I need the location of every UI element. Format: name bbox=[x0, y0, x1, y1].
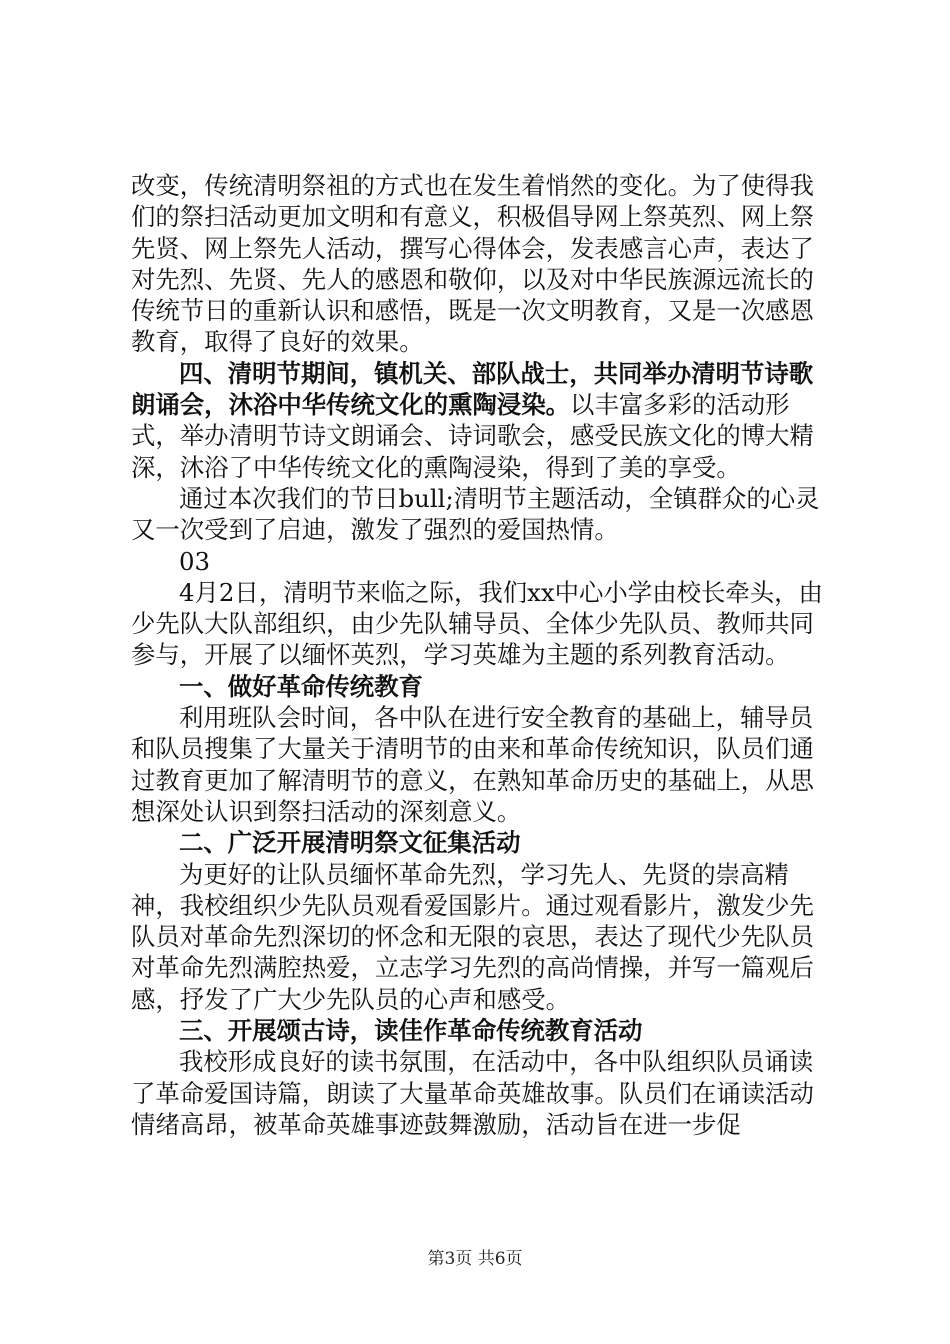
paragraph-3: 通过本次我们的节日bull;清明节主题活动，全镇群众的心灵又一次受到了启迪，激发了强烈的爱国热情。 bbox=[131, 483, 820, 545]
heading-2: 二、广泛开展清明祭文征集活动 bbox=[179, 828, 521, 858]
paragraph-4: 4月2日，清明节来临之际，我们xx中心小学由校长牵头，由少先队大队部组织，由少先队辅导员、全体少先队员、教师共同参与，开展了以缅怀英烈，学习英雄为主题的系列教育活动。 bbox=[131, 577, 823, 670]
paragraph-2 bbox=[131, 358, 831, 483]
paragraph-2-bold-lead: 四、清明节期间，镇机关、部队战士，共同举办清明节诗歌朗诵会，沐浴中华传统文化的熏陶浸染。 bbox=[131, 358, 814, 420]
paragraph-5: 利用班队会时间，各中队在进行安全教育的基础上，辅导员和队员搜集了大量关于清明节的由来和革命传统知识，队员们通过教育更加了解清明节的意义，在熟知革命历史的基础上，从思想深处认识到祭扫活动的深刻意义。 bbox=[131, 703, 814, 826]
heading-3: 三、开展颂古诗，读佳作革命传统教育活动 bbox=[179, 1016, 643, 1046]
paragraph-6: 为更好的让队员缅怀革命先烈，学习先人、先贤的崇高精神，我校组织少先队员观看爱国影片。通过观看影片，激发少先队员对革命先烈深切的怀念和无限的哀思，表达了现代少先队员对革命先烈满腔热爱，立志学习先烈的高尚情操，并写一篇观后感，抒发了广大少先队员的心声和感受。 bbox=[131, 859, 814, 1014]
heading-1: 一、做好革命传统教育 bbox=[179, 671, 423, 701]
page-footer: 第3页 共6页 bbox=[427, 1249, 523, 1269]
paragraph-7: 我校形成良好的读书氛围，在活动中，各中队组织队员诵读了革命爱国诗篇，朗读了大量革命英雄故事。队员们在诵读活动情绪高昂，被革命英雄事迹鼓舞激励，活动旨在进一步促 bbox=[131, 1047, 814, 1139]
paragraph-1: 改变，传统清明祭祖的方式也在发生着悄然的变化。为了使得我们的祭扫活动更加文明和有意义，积极倡导网上祭英烈、网上祭先贤、网上祭先人活动，撰写心得体会，发表感言心声，表达了对先烈、先贤、先人的感恩和敬仰，以及对中华民族源远流长的传统节日的重新认识和感悟，既是一次文明教育，又是一次感恩教育，取得了良好的效果。 bbox=[131, 171, 814, 357]
document-body bbox=[131, 170, 831, 1140]
paragraph-2-body: 以丰富多彩的活动形式，举办清明节诗文朗诵会、诗词歌会，感受民族文化的博大精深，沐浴了中华传统文化的熏陶浸染，得到了美的享受。 bbox=[131, 390, 814, 482]
section-number: 03 bbox=[179, 546, 211, 576]
